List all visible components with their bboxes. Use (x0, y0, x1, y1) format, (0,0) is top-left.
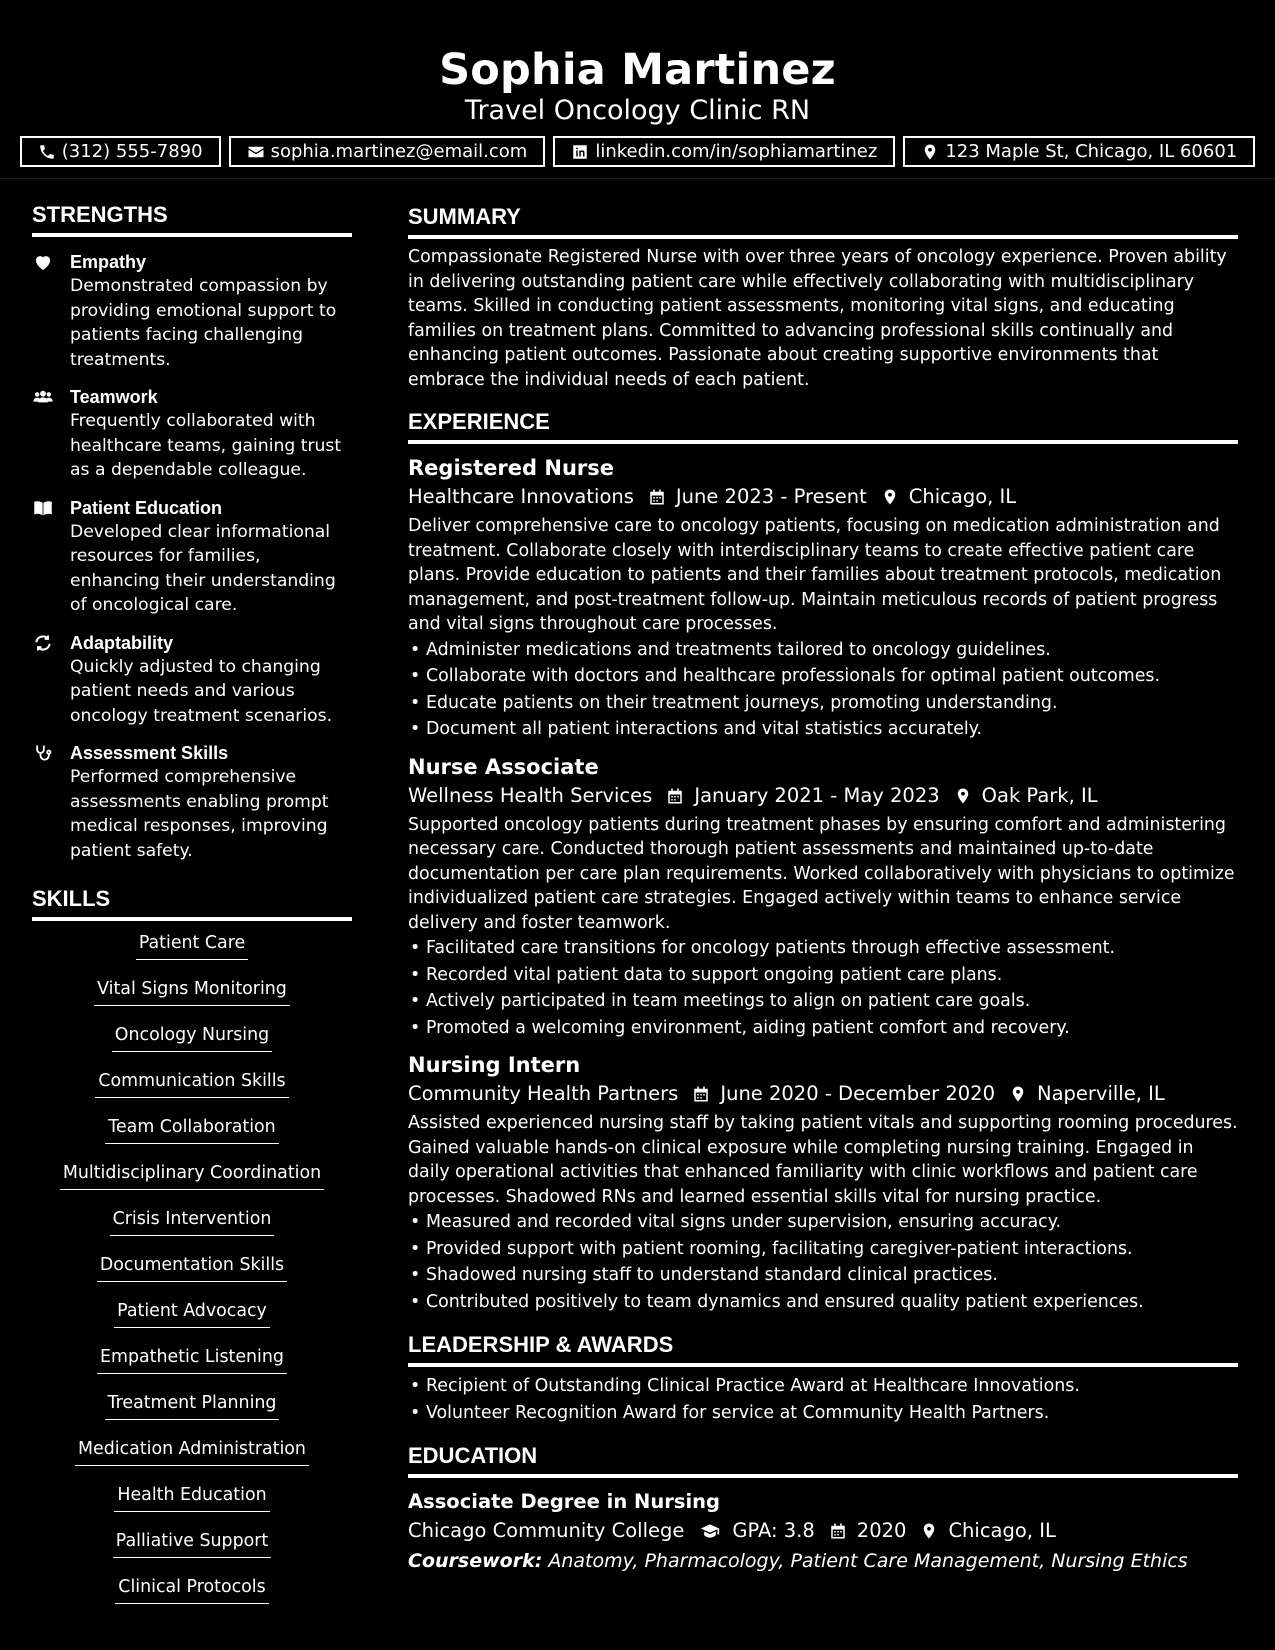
skill-tag: Team Collaboration (105, 1115, 278, 1144)
strength-desc: Quickly adjusted to changing patient needs and various oncology treatment scenarios. (70, 656, 333, 726)
strength-desc: Demonstrated compassion by providing emotional support to patients facing challenging treatments. (70, 276, 337, 370)
job-company: Community Health Partners (408, 1082, 679, 1105)
contact-address-text: 123 Maple St, Chicago, IL 60601 (945, 141, 1238, 162)
job-bullet: • Shadowed nursing staff to understand standard clinical practices. (426, 1262, 1238, 1289)
strength-title: Adaptability (70, 632, 174, 653)
job-description: Assisted experienced nursing staff by taking patient vitals and supporting rooming procedures. Gained valuable hands-on clinical exposure while completing nursing training. Engaged in daily operational activities that enhanced familiarity with clinic workflows and patient care processes. Shadowed RNs and learned essential skills vital for nursing practice. (408, 1113, 1238, 1207)
summary-heading: SUMMARY (408, 179, 1238, 239)
resume-header (0, 0, 1275, 179)
job-entry (408, 1051, 1238, 1315)
job-description: Deliver comprehensive care to oncology patients, focusing on medication administration and treatment. Collaborate closely with interdisciplinary teams to create effective patient care plans. Provide education to patients and their families about treatment protocols, medication management, and post-treatment follow-up. Maintain meticulous records of patient progress and vital signs throughout care processes. (408, 516, 1222, 634)
heart-icon (32, 252, 54, 272)
experience-heading: EXPERIENCE (408, 392, 1238, 444)
job-location: Chicago, IL (908, 485, 1017, 508)
phone-icon (38, 143, 56, 161)
job-bullets (408, 1209, 1238, 1315)
job-company: Wellness Health Services (408, 783, 653, 807)
skill-tag: Patient Care (136, 931, 248, 960)
envelope-icon (247, 143, 265, 161)
graduation-year: 2020 (856, 1519, 907, 1542)
gpa: GPA: 3.8 (732, 1519, 815, 1542)
skill-tag: Crisis Intervention (110, 1207, 275, 1236)
contact-email[interactable] (229, 136, 546, 167)
job-bullet: • Collaborate with doctors and healthcare professionals for optimal patient outcomes. (426, 663, 1238, 690)
strength-item (32, 496, 352, 618)
coursework-list: Anatomy, Pharmacology, Patient Care Management, Nursing Ethics (548, 1550, 1188, 1572)
job-company: Healthcare Innovations (408, 485, 634, 508)
calendar-icon (648, 487, 666, 507)
stethoscope-icon (32, 743, 54, 763)
skill-tag: Communication Skills (95, 1069, 288, 1098)
job-bullet: • Provided support with patient rooming, facilitating caregiver-patient interactions. (426, 1236, 1238, 1263)
job-dates: June 2023 - Present (675, 485, 867, 508)
strength-item (32, 385, 352, 483)
degree-title: Associate Degree in Nursing (408, 1490, 720, 1513)
job-bullet: • Actively participated in team meetings to align on patient care goals. (426, 988, 1238, 1015)
education-heading: EDUCATION (408, 1426, 1238, 1478)
skill-tag: Documentation Skills (97, 1253, 287, 1282)
refresh-icon (32, 633, 54, 653)
contact-email-text: sophia.martinez@email.com (270, 141, 528, 162)
users-icon (32, 387, 54, 407)
strength-item (32, 250, 352, 372)
location-pin-icon (921, 143, 939, 161)
contact-phone[interactable] (20, 136, 221, 167)
job-dates: June 2020 - December 2020 (720, 1082, 995, 1105)
calendar-icon (666, 786, 684, 806)
skill-tag: Empathetic Listening (97, 1345, 287, 1374)
job-bullet: • Administer medications and treatments tailored to oncology guidelines. (426, 637, 1238, 664)
skill-tag: Patient Advocacy (114, 1299, 270, 1328)
job-bullet: • Measured and recorded vital signs under supervision, ensuring accuracy. (426, 1209, 1238, 1236)
strength-desc: Frequently collaborated with healthcare teams, gaining trust as a dependable colleague. (70, 411, 342, 480)
job-bullet: • Contributed positively to team dynamics and ensured quality patient experiences. (426, 1289, 1238, 1316)
job-bullets (408, 935, 1238, 1041)
awards-list (408, 1373, 1238, 1426)
job-entry (408, 454, 1238, 743)
candidate-name: Sophia Martinez (439, 45, 836, 95)
strength-title: Empathy (70, 252, 147, 272)
job-bullets (408, 637, 1238, 743)
skill-tag: Health Education (114, 1483, 269, 1512)
right-column (408, 179, 1238, 1621)
contact-linkedin[interactable] (553, 136, 895, 167)
job-meta (408, 482, 1238, 512)
job-bullet: • Document all patient interactions and vital statistics accurately. (426, 716, 1238, 743)
strength-desc: Developed clear informational resources for families, enhancing their understanding of oncological care. (70, 521, 336, 615)
job-location: Oak Park, IL (981, 783, 1098, 807)
candidate-role: Travel Oncology Clinic RN (464, 95, 811, 126)
strengths-heading: STRENGTHS (32, 179, 352, 237)
calendar-icon (829, 1521, 847, 1541)
job-bullet: • Promoted a welcoming environment, aiding patient comfort and recovery. (426, 1015, 1238, 1042)
skill-tag: Clinical Protocols (115, 1575, 268, 1604)
skill-tag: Medication Administration (75, 1437, 309, 1466)
job-description: Supported oncology patients during treatment phases by ensuring comfort and administering necessary care. Conducted thorough patient assessments and maintained up-to-date documentation per care plan requirements. Worked collaboratively with physicians to optimize individualized patient care strategies. Engaged actively within teams to enhance service delivery and foster teamwork. (408, 814, 1235, 933)
job-bullet: • Facilitated care transitions for oncology patients through effective assessment. (426, 935, 1238, 962)
skill-tag: Multidisciplinary Coordination (60, 1161, 324, 1190)
summary-text: Compassionate Registered Nurse with over three years of oncology experience. Proven ability in delivering outstanding patient care while effectively collaborating with multidisciplinary teams. Skilled in conducting patient assessments, monitoring vital signs, and educating families on treatment plans. Committed to advancing professional skills continually and enhancing patient outcomes. Passionate about creating supportive environments that embrace the individual needs of each patient. (408, 247, 1227, 390)
strength-title: Assessment Skills (70, 743, 229, 763)
awards-heading: LEADERSHIP & AWARDS (408, 1315, 1238, 1367)
graduation-cap-icon (698, 1521, 722, 1541)
job-title: Nurse Associate (408, 754, 599, 779)
strength-desc: Performed comprehensive assessments enabling prompt medical responses, improving patient safety. (70, 767, 329, 861)
job-meta (408, 781, 1238, 811)
book-open-icon (32, 498, 54, 518)
strength-item (32, 741, 352, 863)
job-location: Naperville, IL (1037, 1082, 1165, 1105)
linkedin-icon (571, 143, 589, 161)
job-title: Nursing Intern (408, 1053, 581, 1077)
contact-phone-text: (312) 555-7890 (61, 141, 203, 162)
job-meta (408, 1079, 1238, 1109)
job-entry (408, 753, 1238, 1042)
contact-linkedin-text: linkedin.com/in/sophiamartinez (595, 141, 878, 162)
skill-tag: Vital Signs Monitoring (94, 977, 290, 1006)
job-bullet: • Educate patients on their treatment journeys, promoting understanding. (426, 690, 1238, 717)
calendar-icon (692, 1084, 710, 1104)
coursework (408, 1546, 1238, 1576)
award-item: • Recipient of Outstanding Clinical Practice Award at Healthcare Innovations. (426, 1373, 1238, 1400)
location-pin-icon (920, 1521, 938, 1541)
job-dates: January 2021 - May 2023 (694, 783, 940, 807)
school-name: Chicago Community College (408, 1519, 685, 1542)
skills-heading: SKILLS (32, 863, 352, 921)
skill-tag: Oncology Nursing (112, 1023, 272, 1052)
contact-address[interactable] (903, 136, 1255, 167)
strength-title: Teamwork (70, 387, 158, 407)
location-pin-icon (1009, 1084, 1027, 1104)
school-location: Chicago, IL (948, 1519, 1056, 1542)
contact-bar (0, 136, 1275, 167)
award-item: • Volunteer Recognition Award for service at Community Health Partners. (426, 1400, 1238, 1427)
location-pin-icon (881, 487, 899, 507)
strength-title: Patient Education (70, 497, 223, 518)
coursework-label: Coursework: (408, 1550, 543, 1572)
skills-list (32, 921, 352, 1621)
skill-tag: Palliative Support (113, 1529, 271, 1558)
job-bullet: • Recorded vital patient data to support ongoing patient care plans. (426, 962, 1238, 989)
education-meta (408, 1516, 1238, 1546)
job-title: Registered Nurse (408, 456, 614, 480)
location-pin-icon (954, 786, 972, 806)
left-column (32, 179, 352, 1621)
skill-tag: Treatment Planning (105, 1391, 280, 1420)
strength-item (32, 631, 352, 729)
